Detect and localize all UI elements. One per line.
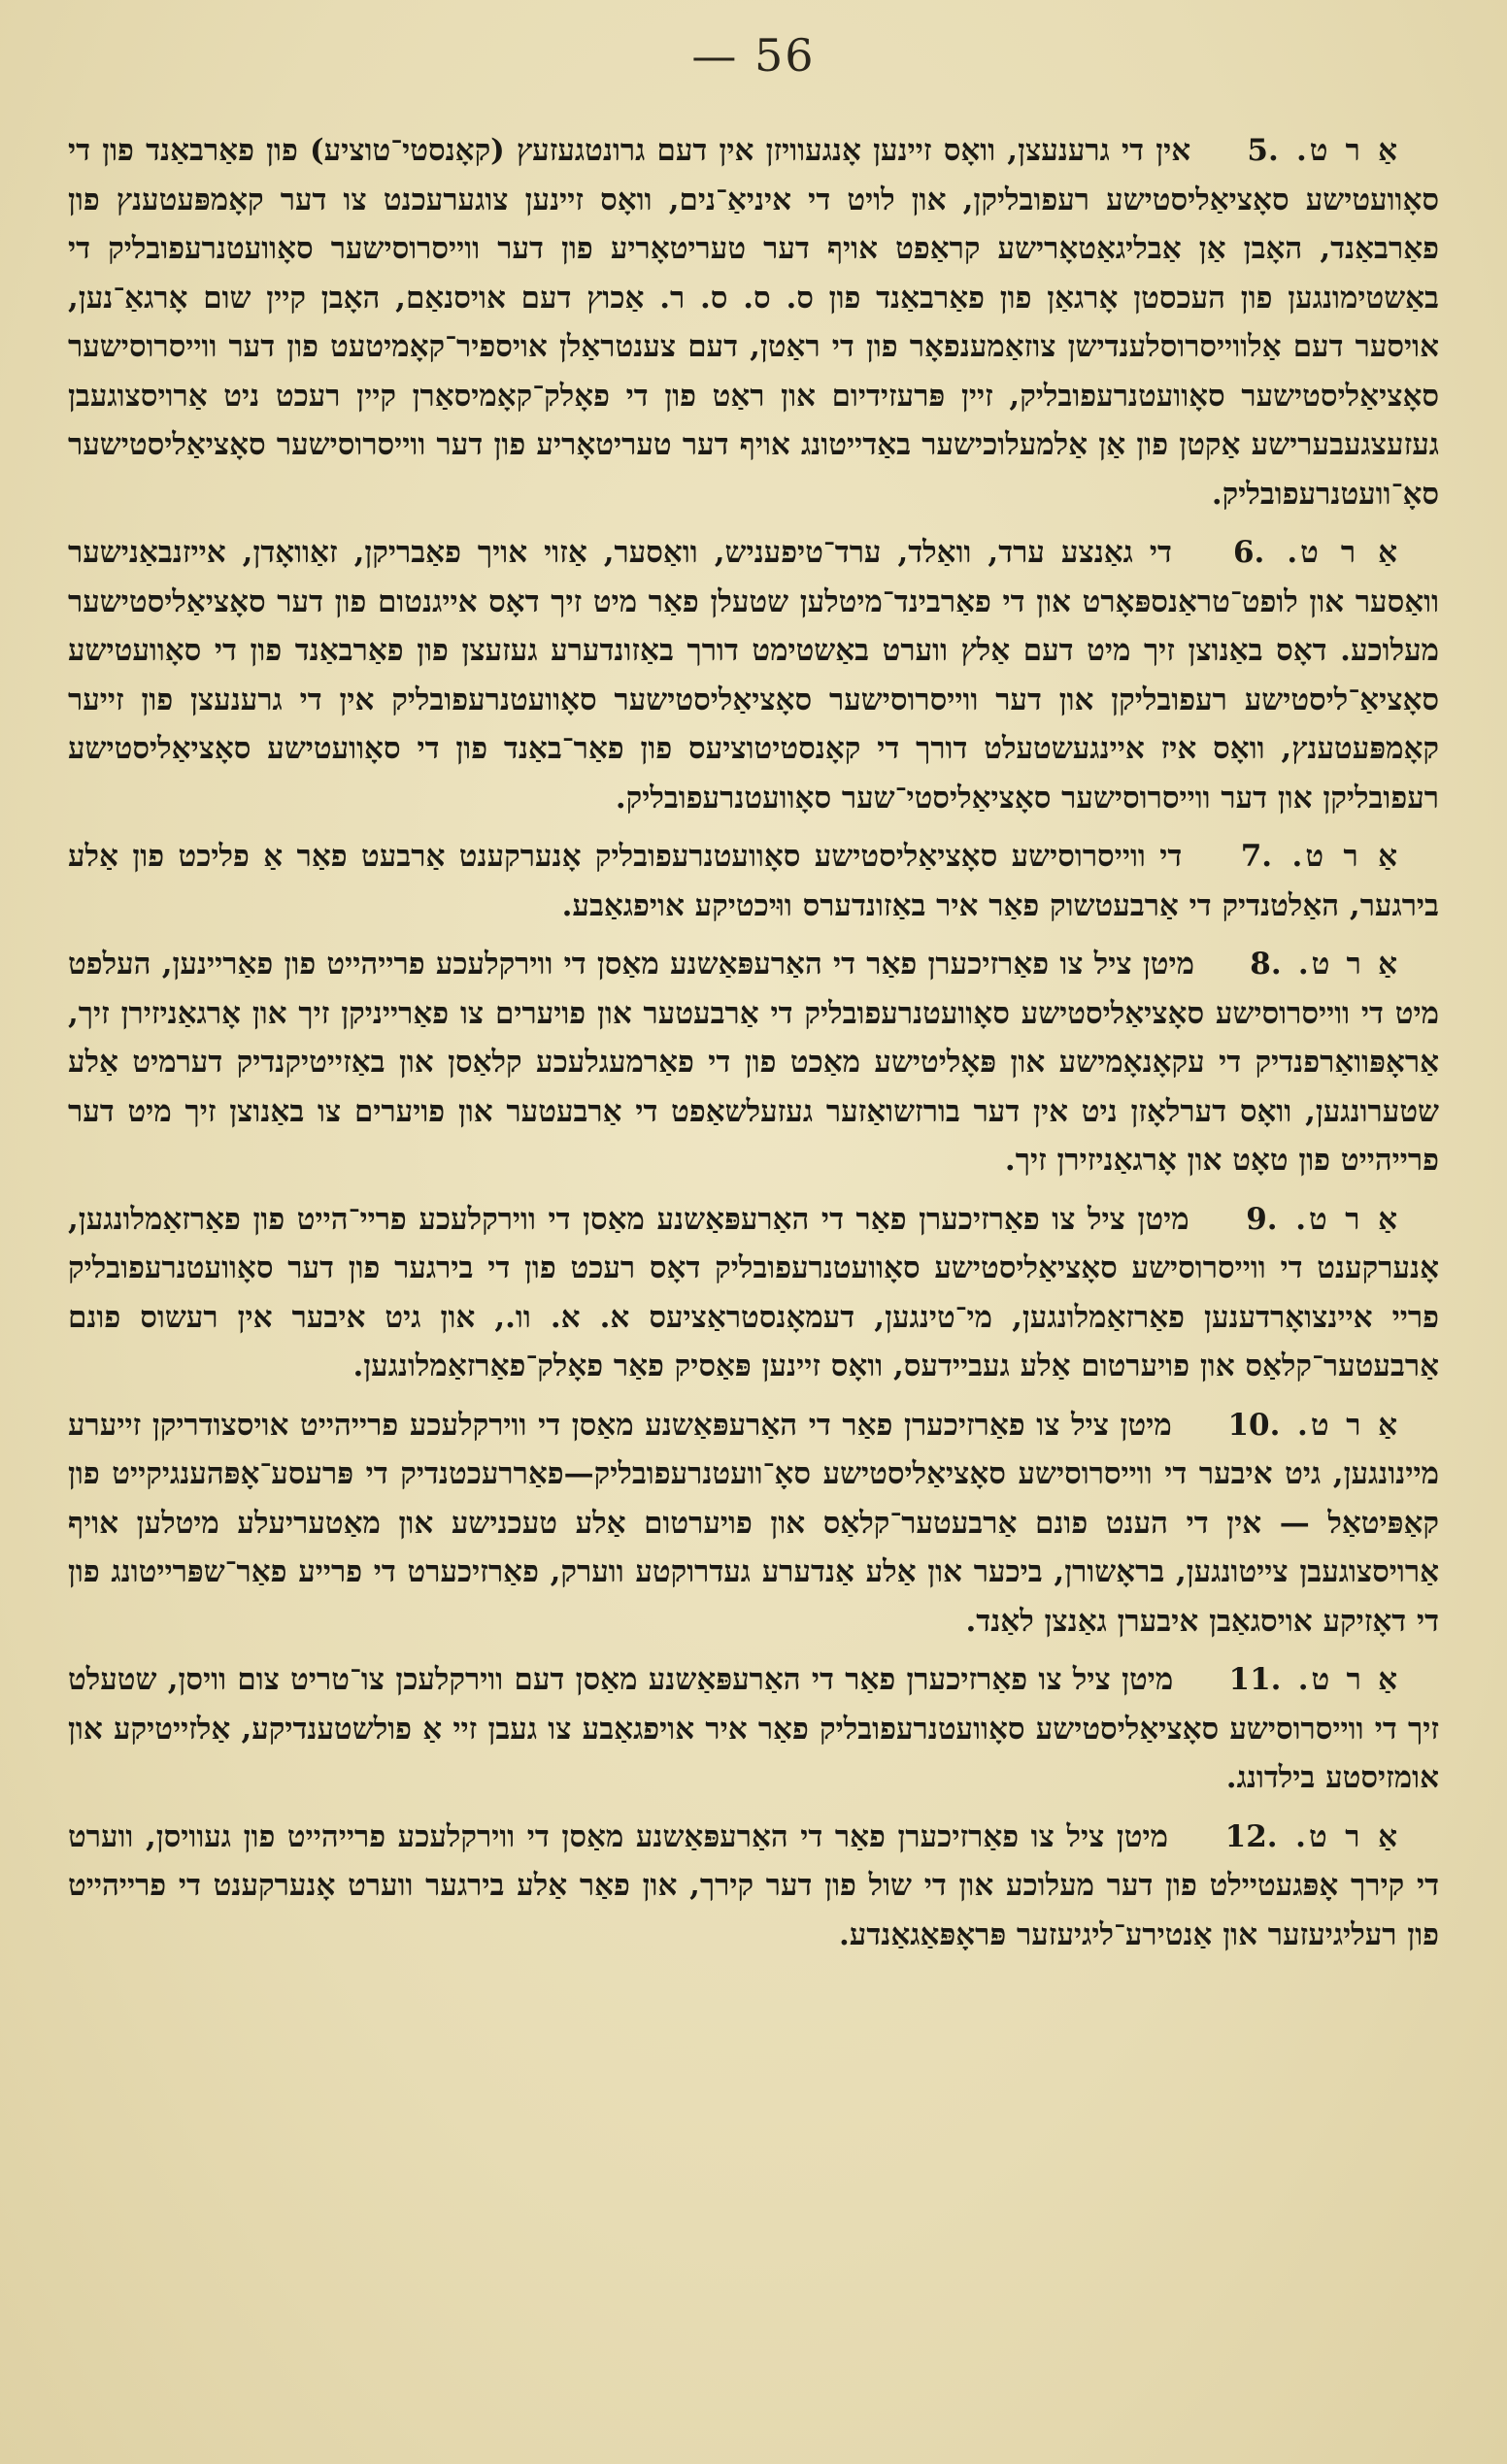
document-body	[68, 126, 1439, 1969]
article-label: אַ ר ט.	[1297, 1662, 1401, 1697]
article-label: אַ ר ט.	[1297, 1407, 1401, 1443]
article-11	[68, 1655, 1439, 1803]
article-7	[68, 832, 1439, 930]
article-9	[68, 1195, 1439, 1391]
article-label: אַ ר ט.	[1295, 133, 1400, 168]
article-10	[68, 1401, 1439, 1647]
article-text: מיטן ציל צו פאַרזיכערן פאַר די האַרעפּאַשנע מאַסן די ווירקלעכע פרייהייט פון פאַריינען, העלפט מיט די ווייסרוסישע סאָציאַליסטישע סאָוועטנרעפובליק די אַרבעטער און פויערים צו פאַרייניקן זיך און אָרגאַניזירן זיך, אַראָפּוואַרפנדיק די עקאָנאָמישע און פּאָליטישע מאַכט פון די פאַרמעגלעכע קלאַסן און באַזייטיקנדיק דערמיט אַלע שטערונגען, וואָס דערלאָזן ניט אין דער בורזשואַזער געזעלשאַפט די אַרבעטער און פויערים צו באַנוצן זיך מיט דער פרייהייט פון טאָט און אָרגאַניזירן זיך.	[68, 947, 1439, 1178]
article-text: מיטן ציל צו פאַרזיכערן פאַר די האַרעפּאַשנע מאַסן די ווירקלעכע פרייהייט פון געוויסן, ווערט די קירך אָפּגעטיילט פון דער מעלוכע און די שול פון דער קירך, און פאַר אַלע בירגער ווערט אָנערקענט די פרייהייט פון רעליגיעזער און אַנטירע־ליגיעזער פּראָפּאַגאַנדע.	[68, 1818, 1439, 1952]
article-number: 7.	[1240, 839, 1273, 874]
page-number: — 56	[691, 29, 816, 82]
article-number: 9.	[1246, 1201, 1278, 1237]
article-label: אַ ר ט.	[1291, 839, 1401, 874]
article-label: אַ ר ט.	[1287, 535, 1401, 570]
article-label: אַ ר ט.	[1295, 1818, 1400, 1854]
article-number: 8.	[1250, 947, 1282, 982]
article-12	[68, 1813, 1439, 1960]
article-text: אין די גרענעצן, וואָס זיינען אָנגעוויזן אין דעם גרונטגעזעץ (קאָנסטי־טוציע) פון פאַרבאַנד פון די סאָוועטישע סאָציאַליסטישע רעפובליקן, און לויט די איניאַ־נים, וואָס זיינען צוגערעכנט צו דער קאָמפּעטענץ פון פאַרבאַנד, האָבן אַן אַבליגאַטאָרישע קראַפט אויף דער טעריטאָריע פון דער ווייסרוסישער סאָוועטנרעפובליק די באַשטימונגען פון העכסטן אָרגאַן פון פאַרבאַנד פון ס. ס. ס. ר. אַכוץ דעם אויסנאַם, האָבן קיין שום אָרגאַ־נען, אויסער דעם אַלווייסרוסלענדישן צוזאַמענפאָר פון די ראַטן, דעם צענטראַלן אויספיר־קאָמיטעט פון דער ווייסרוסישער סאָציאַליסטישער סאָוועטנרעפובליק, זיין פּרעזידיום און ראַט פון די פאָלק־קאָמיסאַרן קיין רעכט ניט אַרויסצוגעבן געזעצגעבערישע אַקטן פון אַן אַלמעלוכישער באַדייטונג אויף דער טעריטאָריע פון דער ווייסרוסישער סאָציאַליסטישער סאָ־וועטנרעפובליק.	[68, 133, 1439, 512]
article-text: מיטן ציל צו פאַרזיכערן פאַר די האַרעפּאַשנע מאַסן די ווירקלעכע פרייהייט אויסצודריקן זייערע מיינונגען, גיט איבער די ווייסרוסישע סאָציאַליסטישע סאָ־וועטנרעפובליק—פאַררעכטנדיק די פּרעסע־אָפּהענגיקייט פון קאַפּיטאַל — אין די הענט פונם אַרבעטער־קלאַס און פויערטום אַלע טעכנישע און מאַטעריעלע מיטלען אויף אַרויסצוגעבן צייטונגען, בראָשורן, ביכער און אַלע אַנדערע געדרוקטע ווערק, פאַרזיכערט די פרייע פאַר־שפּרייטונג פון די דאָזיקע אויסגאַבן איבערן גאַנצן לאַנד.	[68, 1407, 1439, 1639]
article-number: 5.	[1247, 133, 1279, 168]
article-number: 11.	[1228, 1662, 1282, 1697]
article-6	[68, 528, 1439, 822]
article-text: מיטן ציל צו פאַרזיכערן פאַר די האַרעפּאַשנע מאַסן דעם ווירקלעכן צו־טריט צום וויסן, שטעלט זיך די ווייסרוסישע סאָציאַליסטישע סאָוועטנרעפובליק פאַר איר אויפגאַבע צו געבן זיי אַ פולשטענדיקע, אַלזייטיקע און אומזיסטע בילדונג.	[68, 1662, 1439, 1795]
article-number: 12.	[1224, 1818, 1278, 1854]
article-8	[68, 940, 1439, 1185]
article-number: 6.	[1232, 535, 1265, 570]
article-text: די גאַנצע ערד, וואַלד, ערד־טיפעניש, וואַסער, אַזוי אויך פאַבריקן, זאַוואָדן, אייזנבאַנישער וואַסער און לופט־טראַנספּאָרט און די פאַרבינד־מיטלען שטעלן פאַר מיט זיך דאָס אייגנטום פון דער סאָציאַליסטישער מעלוכע. דאָס באַנוצן זיך מיט דעם אַלץ ווערט באַשטימט דורך באַזונדערע געזעצן פון פאַרבאַנד פון די סאָוועטישע סאָציאַ־ליסטישע רעפובליקן און דער ווייסרוסישער סאָציאַליסטישער סאָוועטנרעפובליק אין די גרענעצן פון זייער קאָמפּעטענץ, וואָס איז איינגעשטעלט דורך די קאָנסטיטוציעס פון פאַר־באַנד פון די סאָוועטישע סאָציאַליסטישע רעפובליקן און דער ווייסרוסישער סאָציאַליסטי־שער סאָוועטנרעפובליק.	[68, 535, 1439, 816]
article-text: די ווייסרוסישע סאָציאַליסטישע סאָוועטנרעפובליק אָנערקענט אַרבעט פאַר אַ פליכט פון אַלע בירגער, האַלטנדיק די אַרבעטשוק פאַר איר באַזונדערס ווּיכטיקע אויפגאַבע.	[68, 839, 1439, 923]
article-5	[68, 126, 1439, 518]
article-text: מיטן ציל צו פאַרזיכערן פאַר די האַרעפּאַשנע מאַסן די ווירקלעכע פריי־הייט פון פאַרזאַמלונגען, אָנערקענט די ווייסרוסישע סאָציאַליסטישע סאָוועטנרעפובליק דאָס רעכט פון די בירגער פון דער סאָוועטנרעפובליק פריי איינצואָרדענען פאַרזאַמלונגען, מי־טינגען, דעמאָנסטראַציעס א. א. וו., און גיט איבער אין רעשוס פונם אַרבעטער־קלאַס און פויערטום אַלע געביידעס, וואָס זיינען פּאַסיק פאַר פאָלק־פאַרזאַמלונגען.	[68, 1201, 1439, 1383]
article-label: אַ ר ט.	[1297, 947, 1401, 982]
article-label: אַ ר ט.	[1295, 1201, 1401, 1237]
article-number: 10.	[1227, 1407, 1281, 1443]
